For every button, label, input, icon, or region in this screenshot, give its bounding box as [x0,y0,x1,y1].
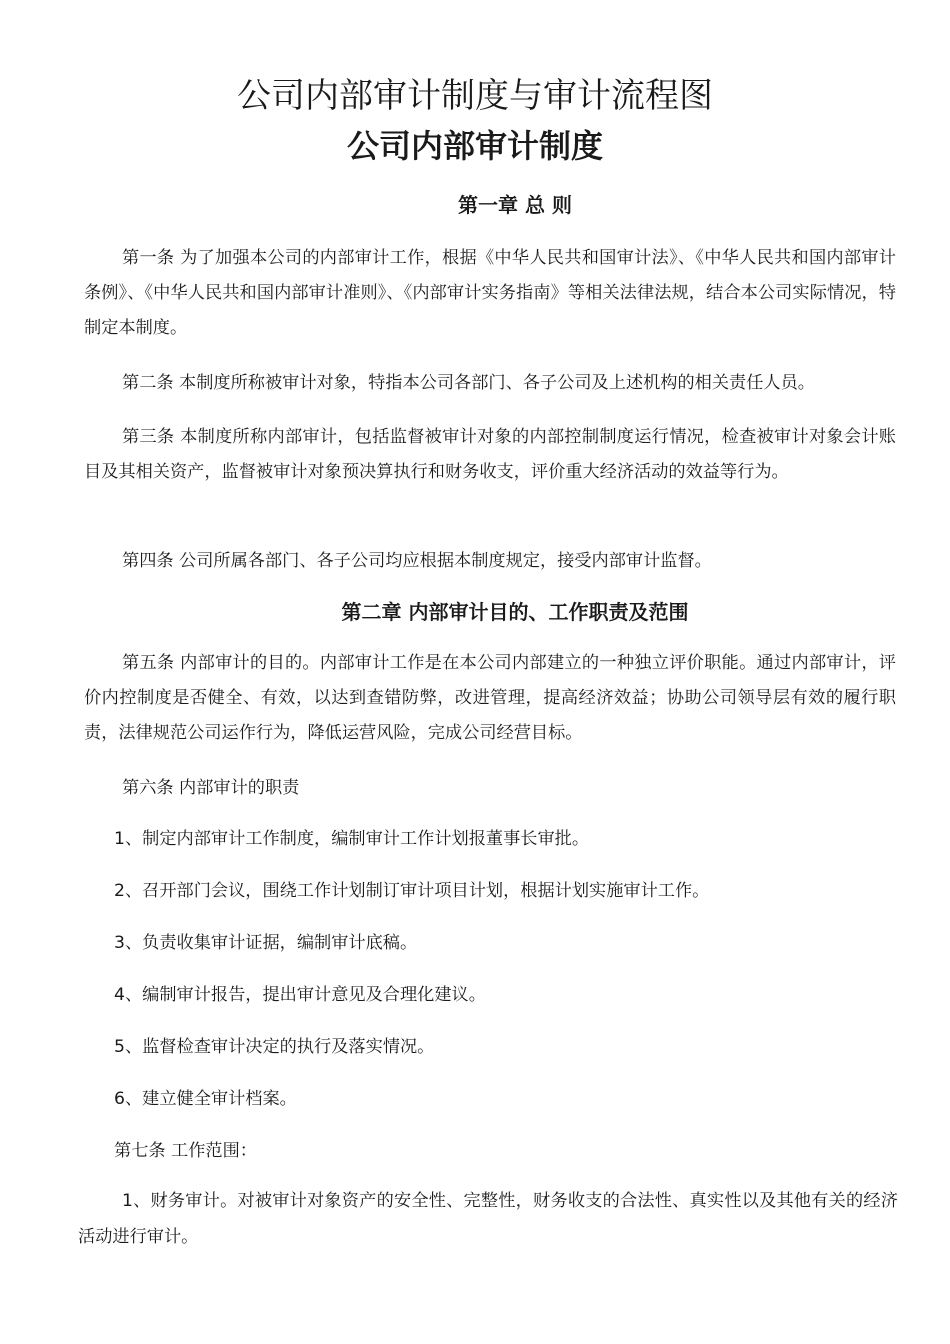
article-3: 第三条 本制度所称内部审计，包括监督被审计对象的内部控制制度运行情况，检查被审计对象会计账目及其相关资产，监督被审计对象预决算执行和财务收支，评价重大经济活动的效益等行为。 [84,427,896,482]
article-5: 第五条 内部审计的目的。内部审计工作是在本公司内部建立的一种独立评价职能。通过内部审计，评价内控制度是否健全、有效，以达到查错防弊，改进管理，提高经济效益；协助公司领导层有效的履行职责，法律规范公司运作行为，降低运营风险，完成公司经营目标。 [84,653,896,743]
document-subtitle: 公司内部审计制度 [346,127,603,165]
document-title: 公司内部审计制度与审计流程图 [237,76,713,116]
duty-item-4: 4、编制审计报告，提出审计意见及合理化建议。 [114,985,486,1005]
article-7-heading: 第七条 工作范围： [114,1141,257,1161]
duty-item-5: 5、监督检查审计决定的执行及落实情况。 [114,1037,435,1057]
chapter-1-heading: 第一章 总 则 [458,193,572,217]
chapter-2-heading: 第二章 内部审计目的、工作职责及范围 [341,600,689,624]
article-6-heading: 第六条 内部审计的职责 [122,778,300,798]
duty-item-6: 6、建立健全审计档案。 [114,1089,297,1109]
article-1: 第一条 为了加强本公司的内部审计工作，根据《中华人民共和国审计法》、《中华人民共和国内部审计条例》、《中华人民共和国内部审计准则》、《内部审计实务指南》等相关法律法规，结合本公司实际情况，特制定本制度。 [84,248,896,338]
article-4: 第四条 公司所属各部门、各子公司均应根据本制度规定，接受内部审计监督。 [122,551,712,571]
scope-item-1: 1、财务审计。对被审计对象资产的安全性、完整性，财务收支的合法性、真实性以及其他有关的经济活动进行审计。 [78,1191,898,1247]
article-2: 第二条 本制度所称被审计对象，特指本公司各部门、各子公司及上述机构的相关责任人员。 [122,373,815,393]
duty-item-3: 3、负责收集审计证据，编制审计底稿。 [114,933,418,953]
duty-item-1: 1、制定内部审计工作制度，编制审计工作计划报董事长审批。 [114,829,590,849]
duty-item-2: 2、召开部门会议，围绕工作计划制订审计项目计划，根据计划实施审计工作。 [114,881,710,901]
